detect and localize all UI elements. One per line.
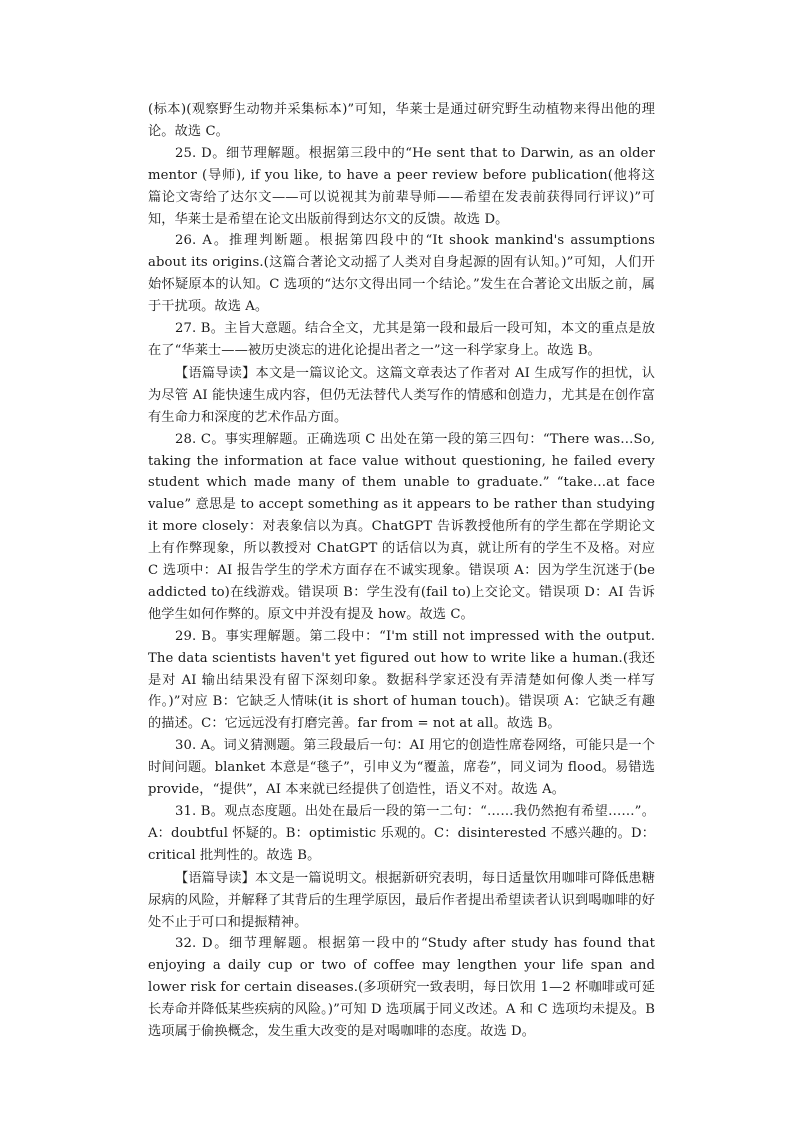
answer-25: 25. D。细节理解题。根据第三段中的“He sent that to Darwin, as an older mentor (导师), if you like, to have a peer review before publication(他将这篇论文寄给了达尔文——可以说视其为前辈导师——希望在发表前获得同行评议)”可知，华莱士是希望在论文出版前得到达尔文的反馈。故选 D。 [148,145,655,227]
answer-27: 27. B。主旨大意题。结合全文，尤其是第一段和最后一段可知，本文的重点是放在了“华莱士——被历史淡忘的进化论提出者之一”这一科学家身上。故选 B。 [148,321,655,358]
reading-guide-coffee: 【语篇导读】本文是一篇说明文。根据新研究表明，每日适量饮用咖啡可降低患糖尿病的风险，并解释了其背后的生理学原因，最后作者提出希望读者认识到喝咖啡的好处不止于可口和提振精神。 [148,870,655,930]
answer-26: 26. A。推理判断题。根据第四段中的“It shook mankind's assumptions about its origins.(这篇合著论文动摇了人类对自身起源的固有认知。)”可知，人们开始怀疑原本的认知。C 选项的“达尔文得出同一个结论。”发生在合著论文出版之前，属于干扰项。故选 A。 [148,233,655,315]
answer-31: 31. B。观点态度题。出处在最后一段的第一二句：“……我仍然抱有希望……”。A：doubtful 怀疑的。B：optimistic 乐观的。C：disinterested 不感兴趣的。D：critical 批判性的。故选 B。 [148,804,655,863]
paragraph-continued: (标本)(观察野生动物并采集标本)”可知，华莱士是通过研究野生动植物来得出他的理论。故选 C。 [148,102,655,139]
answer-28: 28. C。事实理解题。正确选项 C 出处在第一段的第三四句：“There was…So, taking the information at face value without questioning, he failed every student which made many of them unable to graduate.” “take…at face value” 意思是 to accept something as it appears to be rather than studying it more closely：对表象信以为真。ChatGPT 告诉教授他所有的学生都在学期论文上有作弊现象，所以教授对 ChatGPT 的话信以为真，就让所有的学生不及格。对应 C 选项中：AI 报告学生的学术方面存在不诚实现象。错误项 A：因为学生沉迷于(be addicted to)在线游戏。错误项 B：学生没有(fail to)上交论文。错误项 D：AI 告诉他学生如何作弊的。原文中并没有提及 how。故选 C。 [148,431,655,622]
answer-30: 30. A。词义猜测题。第三段最后一句：AI 用它的创造性席卷网络，可能只是一个时间问题。blanket 本意是“毯子”，引申义为“覆盖，席卷”，同义词为 flood。易错选 provide，“提供”，AI 本来就已经提供了创造性，语义不对。故选 A。 [148,738,655,798]
answer-29: 29. B。事实理解题。第二段中：“I'm still not impressed with the output. The data scientists haven't yet figured out how to write like a human.(我还是对 AI 输出结果没有留下深刻印象。数据科学家还没有弄清楚如何像人类一样写作。)”对应 B：它缺乏人情味(it is short of human touch)。错误项 A：它缺乏有趣的描述。C：它远远没有打磨完善。far from = not at all。故选 B。 [148,628,655,732]
answer-32: 32. D。细节理解题。根据第一段中的“Study after study has found that enjoying a daily cup or two of coffee may lengthen your life span and lower risk for certain diseases.(多项研究一致表明，每日饮用 1—2 杯咖啡或可延长寿命并降低某些疾病的风险。)”可知 D 选项属于同义改述。A 和 C 选项均未提及。B 选项属于偷换概念，发生重大改变的是对喝咖啡的态度。故选 D。 [148,936,655,1040]
reading-guide-ai: 【语篇导读】本文是一篇议论文。这篇文章表达了作者对 AI 生成写作的担忧，认为尽管 AI 能快速生成内容，但仍无法替代人类写作的情感和创造力，尤其是在创作富有生命力和深度的艺术作品方面。 [148,365,655,425]
